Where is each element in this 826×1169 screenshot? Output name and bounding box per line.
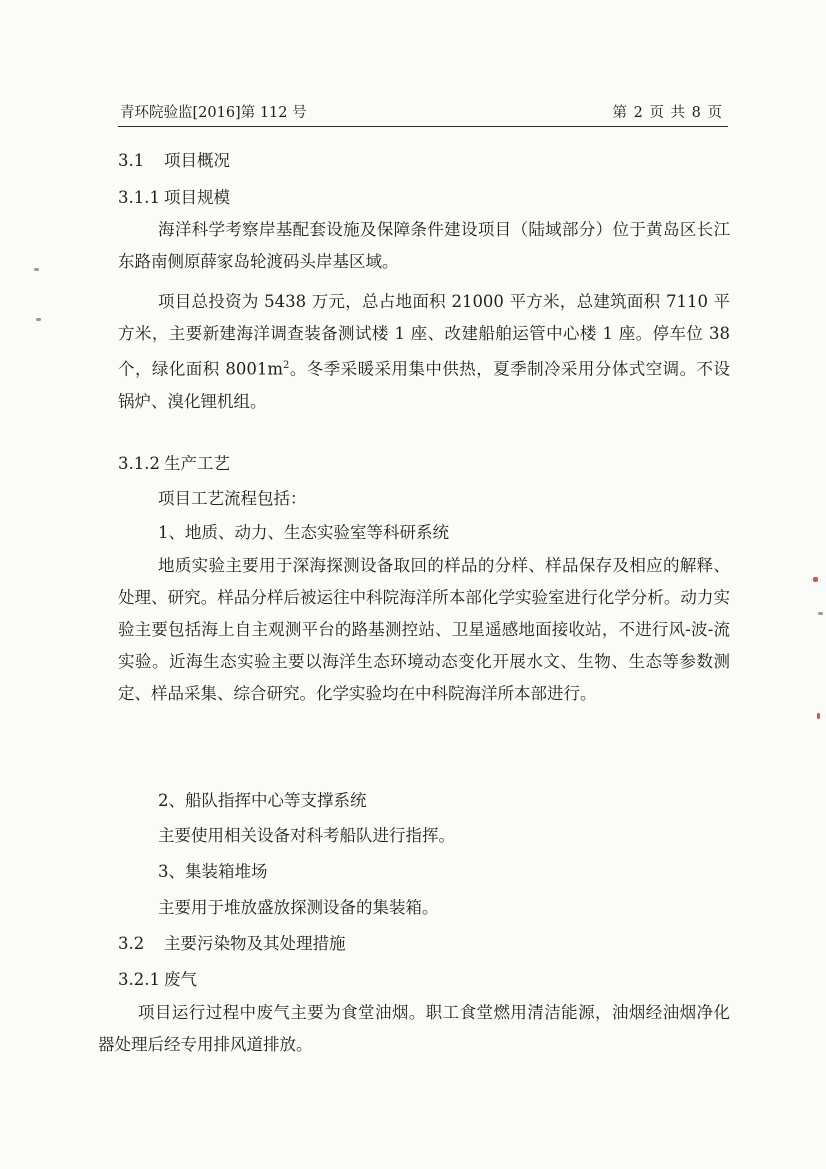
section-3-1-2-heading — [118, 450, 230, 474]
list-item-2-desc: 主要使用相关设备对科考船队进行指挥。 — [158, 826, 455, 845]
section-title: 废气 — [164, 970, 197, 989]
paragraph-investment-text: 项目总投资为 5438 万元，总占地面积 21000 平方米，总建筑面积 7110 平方米，主要新建海洋调查装备测试楼 1 座、改建船舶运管中心楼 1 座。停车位 38 个，绿化面积 8001m — [118, 292, 730, 379]
section-3-2-1-heading — [118, 966, 197, 990]
section-number: 3.1 — [118, 151, 145, 170]
section-title: 主要污染物及其处理措施 — [164, 934, 346, 953]
list-item-1: 1、地质、动力、生态实验室等科研系统 — [158, 523, 449, 542]
page-info: 第 2 页 共 8 页 — [612, 105, 722, 121]
section-title: 生产工艺 — [164, 454, 230, 473]
section-3-2-heading — [118, 930, 346, 954]
scan-dot — [34, 268, 39, 271]
section-number: 3.1.1 — [118, 188, 160, 207]
paragraph-location: 海洋科学考察岸基配套设施及保障条件建设项目（陆域部分）位于黄岛区长江东路南侧原薛家岛轮渡码头岸基区域。 — [118, 220, 730, 271]
section-3-1-heading — [118, 147, 230, 171]
process-intro: 项目工艺流程包括： — [158, 489, 307, 508]
page-header — [118, 100, 728, 127]
scan-mark-red — [813, 577, 818, 582]
scan-dot — [818, 612, 823, 615]
list-item-2: 2、船队指挥中心等支撑系统 — [158, 791, 367, 810]
section-3-1-1-heading — [118, 184, 230, 208]
section-number: 3.2.1 — [118, 970, 160, 989]
section-title: 项目规模 — [164, 188, 230, 207]
scan-mark-red — [817, 713, 820, 719]
section-number: 3.2 — [118, 934, 145, 953]
list-item-3-desc: 主要用于堆放盛放探测设备的集装箱。 — [158, 898, 439, 917]
paragraph-experiments: 地质实验主要用于深海探测设备取回的样品的分样、样品保存及相应的解释、处理、研究。样品分样后被运往中科院海洋所本部化学实验室进行化学分析。动力实验主要包括海上自主观测平台的路基测控站、卫星遥感地面接收站，不进行风-波-流实验。近海生态实验主要以海洋生态环境动态变化开展水文、生物、生态等参数测定、样品采集、综合研究。化学实验均在中科院海洋所本部进行。 — [118, 556, 730, 703]
section-title: 项目概况 — [164, 151, 230, 170]
section-number: 3.1.2 — [118, 454, 160, 473]
paragraph-investment — [118, 286, 730, 418]
superscript-2: 2 — [283, 360, 290, 371]
paragraph-investment-text-end: 。冬季采暖采用集中供热，夏季制冷采用分体式空调。不设锅炉、溴化锂机组。 — [118, 359, 730, 411]
document-number: 青环院验监[2016]第 112 号 — [120, 105, 307, 121]
scan-dot — [36, 318, 41, 321]
paragraph-exhaust: 项目运行过程中废气主要为食堂油烟。职工食堂燃用清洁能源，油烟经油烟净化器处理后经专用排风道排放。 — [98, 1003, 730, 1054]
list-item-3: 3、集装箱堆场 — [158, 862, 268, 881]
